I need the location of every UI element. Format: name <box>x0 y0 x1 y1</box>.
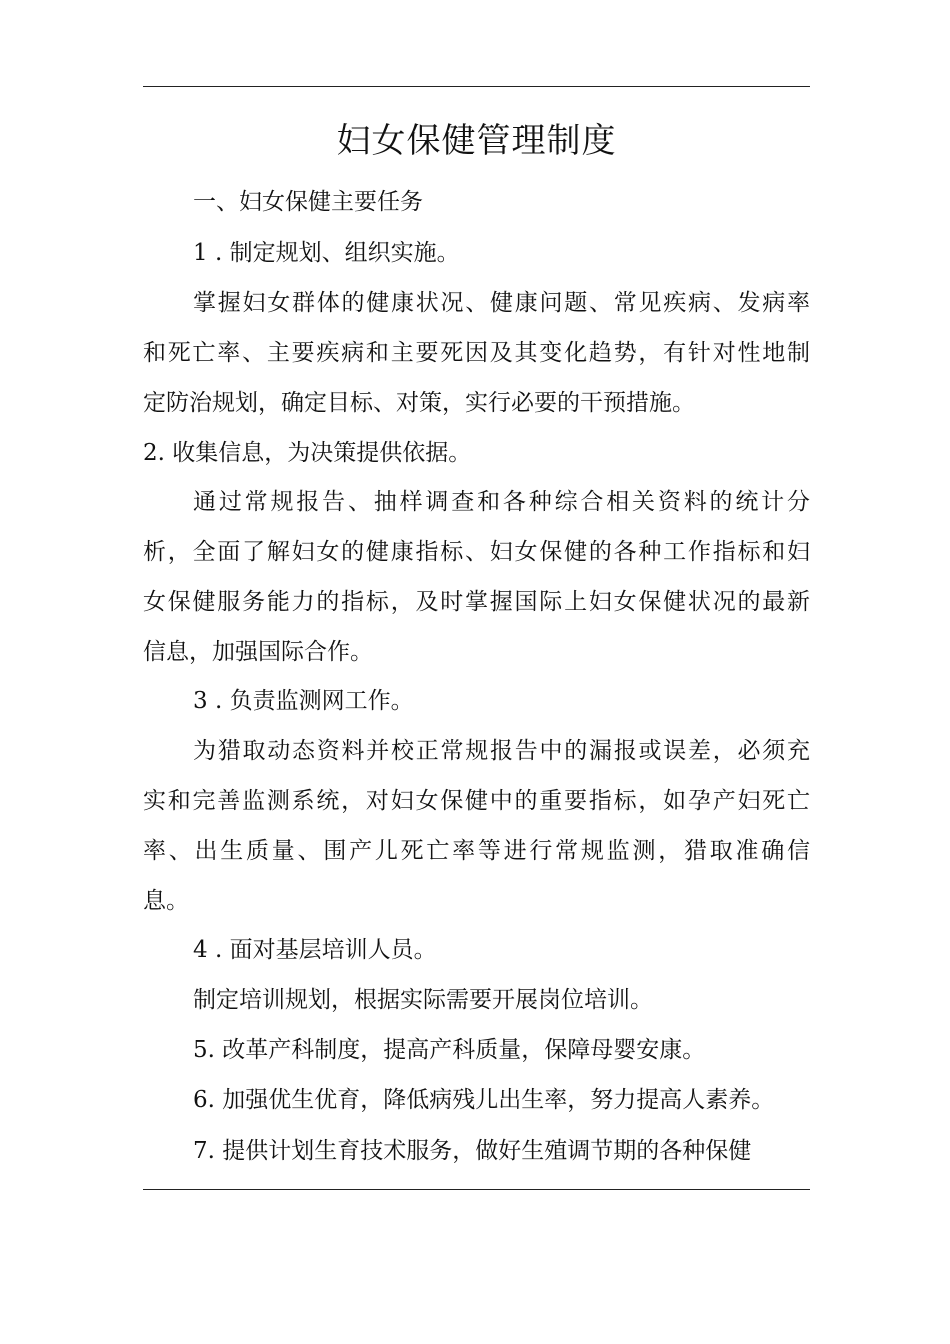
section-heading: 一、妇女保健主要任务 <box>193 189 423 215</box>
list-item-heading: 7. 提供计划生育技术服务，做好生殖调节期的各种保健 <box>193 1138 752 1164</box>
paragraph-line: 掌握妇女群体的健康状况、健康问题、常见疾病、发病率 <box>193 290 810 316</box>
paragraph-line: 息。 <box>143 888 189 914</box>
paragraph-line: 率、出生质量、围产儿死亡率等进行常规监测，猎取准确信 <box>143 838 810 864</box>
paragraph-line: 为猎取动态资料并校正常规报告中的漏报或误差，必须充 <box>193 738 810 764</box>
paragraph-line: 实和完善监测系统，对妇女保健中的重要指标，如孕产妇死亡 <box>143 788 810 814</box>
document-title: 妇女保健管理制度 <box>336 121 617 161</box>
header-rule <box>143 86 810 87</box>
paragraph-line: 通过常规报告、抽样调查和各种综合相关资料的统计分 <box>193 489 810 515</box>
list-item-heading: 4 . 面对基层培训人员。 <box>193 937 437 963</box>
paragraph-line: 女保健服务能力的指标，及时掌握国际上妇女保健状况的最新 <box>143 589 810 615</box>
paragraph-line: 制定培训规划，根据实际需要开展岗位培训。 <box>193 987 653 1013</box>
list-item-heading: 5. 改革产科制度，提高产科质量，保障母婴安康。 <box>193 1037 706 1063</box>
list-item-heading: 2. 收集信息，为决策提供依据。 <box>143 440 472 466</box>
paragraph-line: 和死亡率、主要疾病和主要死因及其变化趋势，有针对性地制 <box>143 340 810 366</box>
list-item-heading: 1 . 制定规划、组织实施。 <box>193 240 460 266</box>
footer-rule <box>143 1189 810 1190</box>
list-item-heading: 6. 加强优生优育，降低病残儿出生率，努力提高人素养。 <box>193 1087 775 1113</box>
paragraph-line: 析，全面了解妇女的健康指标、妇女保健的各种工作指标和妇 <box>143 539 810 565</box>
paragraph-line: 信息，加强国际合作。 <box>143 639 373 665</box>
list-item-heading: 3 . 负责监测网工作。 <box>193 688 414 714</box>
paragraph-line: 定防治规划，确定目标、对策，实行必要的干预措施。 <box>143 390 695 416</box>
